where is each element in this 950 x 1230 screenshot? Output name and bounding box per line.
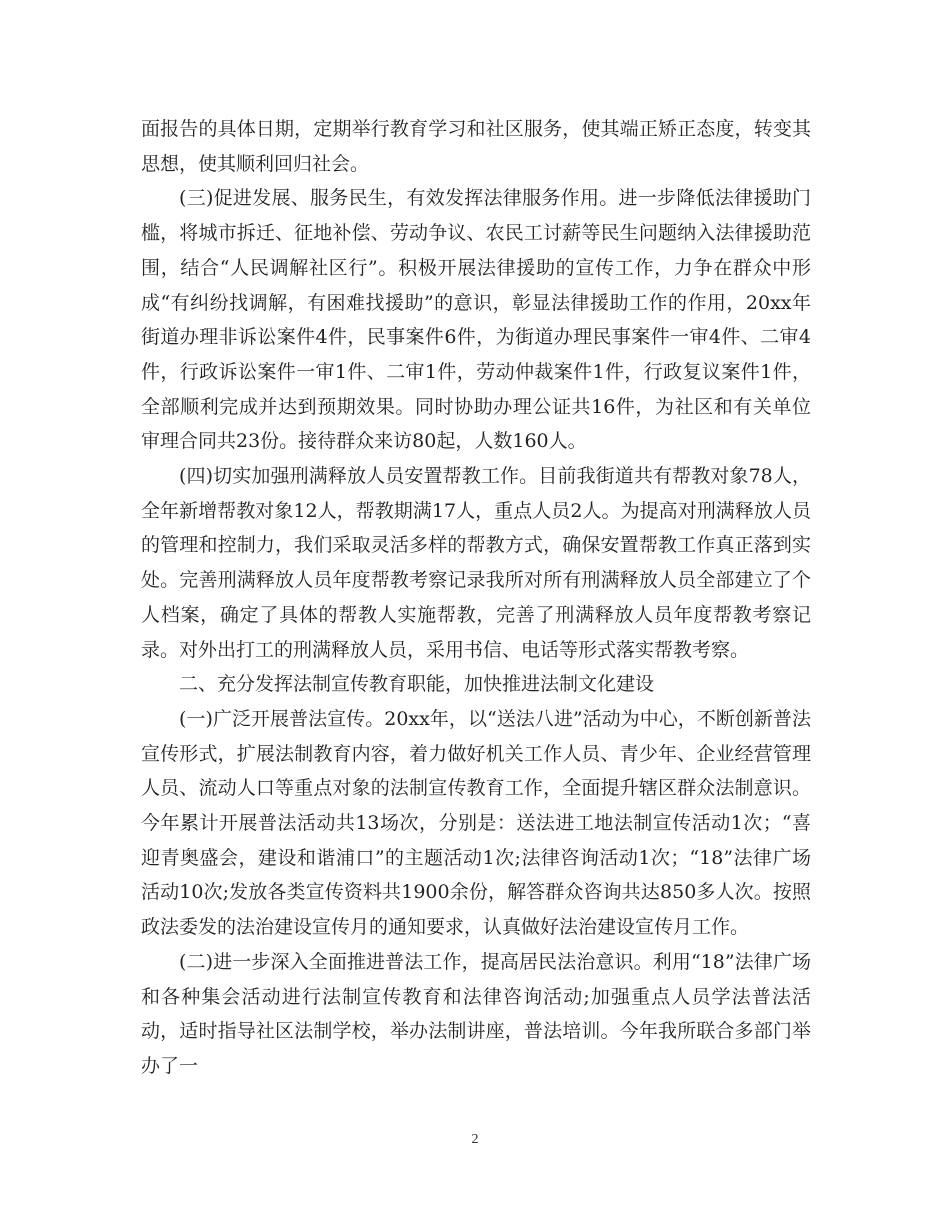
paragraph-legal-services: (三)促进发展、服务民生，有效发挥法律服务作用。进一步降低法律援助门槛，将城市拆迁、征地补偿、劳动争议、农民工讨薪等民生问题纳入法律援助范围，结合“人民调解社区行”。积极开展法律援助的宣传工作，力争在群众中形成“有纠纷找调解，有困难找援助”的意识，彰显法律援助工作的作用，20xx年街道办理非诉讼案件4件，民事案件6件，为街道办理民事案件一审4件、二审4件，行政诉讼案件一审1件、二审1件，劳动仲裁案件1件，行政复议案件1件，全部顺利完成并达到预期效果。同时协助办理公证共16件，为社区和有关单位审理合同共23份。接待群众来访80起，人数160人。 (141, 187, 811, 453)
paragraph-continuation: 面报告的具体日期，定期举行教育学习和社区服务，使其端正矫正态度，转变其思想，使其顺利回归社会。 (141, 118, 811, 175)
paragraph-law-publicity: (一)广泛开展普法宣传。20xx年，以“送法八进”活动为中心，不断创新普法宣传形式，扩展法制教育内容，着力做好机关工作人员、青少年、企业经营管理人员、流动人口等重点对象的法制宣传教育工作，全面提升辖区群众法制意识。今年累计开展普法活动共13场次，分别是：送法进工地法制宣传活动1次；“喜迎青奥盛会，建设和谐浦口”的主题活动1次;法律咨询活动1次；“18”法律广场活动10次;发放各类宣传资料共1900余份，解答群众咨询共达850多人次。按照政法委发的法治建设宣传月的通知要求，认真做好法治建设宣传月工作。 (141, 707, 811, 939)
section-heading-legal-education: 二、充分发挥法制宣传教育职能，加快推进法制文化建设 (179, 673, 655, 696)
paragraph-law-popularization: (二)进一步深入全面推进普法工作，提高居民法治意识。利用“18”法律广场和各种集会活动进行法制宣传教育和法律咨询活动;加强重点人员学法普法活动，适时指导社区法制学校，举办法制讲座，普法培训。今年我所联合多部门举办了一 (141, 950, 811, 1077)
document-body (141, 112, 811, 1084)
paragraph-resettlement: (四)切实加强刑满释放人员安置帮教工作。目前我街道共有帮教对象78人，全年新增帮教对象12人，帮教期满17人，重点人员2人。为提高对刑满释放人员的管理和控制力，我们采取灵活多样的帮教方式，确保安置帮教工作真正落到实处。完善刑满释放人员年度帮教考察记录我所对所有刑满释放人员全部建立了个人档案，确定了具体的帮教人实施帮教，完善了刑满释放人员年度帮教考察记录。对外出打工的刑满释放人员，采用书信、电话等形式落实帮教考察。 (141, 465, 811, 661)
page-number: 2 (471, 1132, 479, 1147)
